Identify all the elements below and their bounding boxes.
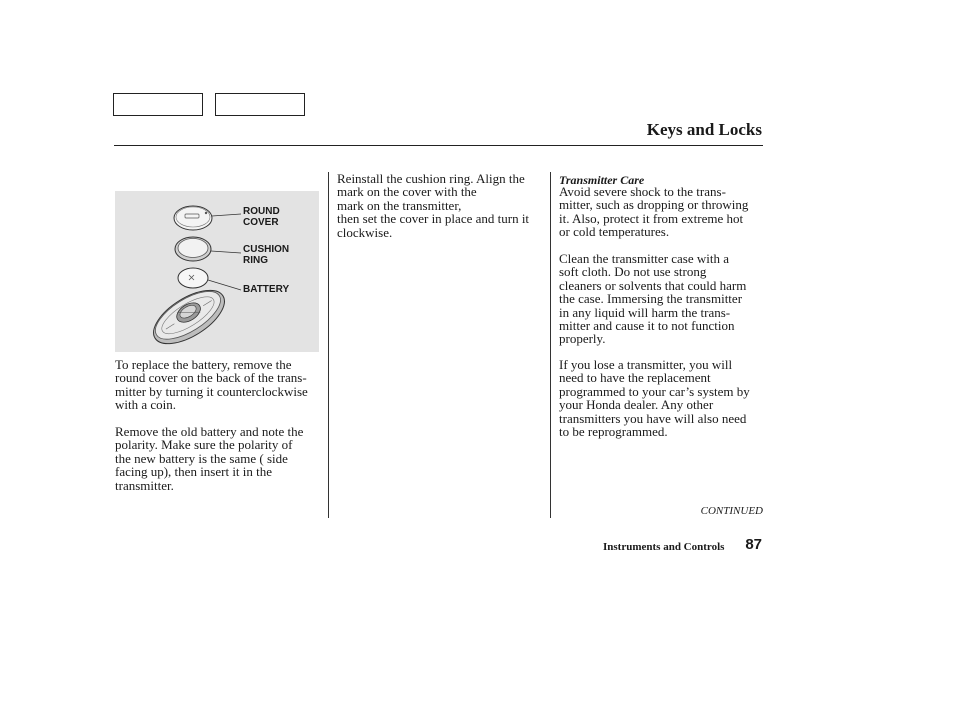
footer-section-name: Instruments and Controls [603, 541, 725, 553]
cushion-ring-label: CUSHION RING [243, 244, 290, 266]
transmitter-body-drawing [145, 280, 233, 352]
leader-lines [208, 214, 241, 290]
cushion-ring-paragraph: Reinstall the cushion ring. Align the mark on the cover with the mark on the transmitter, then set the cover in place and turn it clockwise. [337, 171, 530, 240]
cleaning-paragraph: Clean the transmitter case with a soft cloth. Do not use strong cleaners or solvents that could harm the case. Immersing the transmitter in any liquid will harm the trans- mitter and cause it to not function properly. [559, 251, 747, 347]
page-title: Keys and Locks [646, 120, 762, 139]
round-cover-label: ROUND COVER [243, 206, 280, 228]
column-divider [328, 172, 329, 518]
battery-polarity-paragraph: Remove the old battery and note the polarity. Make sure the polarity of the new battery is the same ( side facing up), then insert it in the transmitter. [115, 424, 304, 493]
transmitter-exploded-illustration [115, 191, 319, 352]
continued-marker: CONTINUED [700, 505, 763, 517]
battery-replacement-figure [115, 191, 319, 352]
battery-removal-paragraph: To replace the battery, remove the round cover on the back of the trans- mitter by turning it counterclockwise with a coin. [115, 357, 308, 413]
transmitter-care-heading: Transmitter Care [559, 173, 645, 187]
page-number: 87 [745, 536, 762, 553]
title-rule [114, 145, 763, 146]
round-cover-drawing [174, 206, 212, 230]
battery-label: BATTERY [243, 284, 290, 295]
nav-tab-box [215, 93, 305, 116]
cushion-ring-drawing [175, 237, 211, 261]
column-divider [550, 172, 551, 518]
battery-drawing [178, 268, 208, 288]
avoid-shock-paragraph: Avoid severe shock to the trans- mitter, such as dropping or throwing it. Also, protect it from extreme hot or cold temperatures. [559, 184, 749, 240]
nav-tab-box [113, 93, 203, 116]
lost-transmitter-paragraph: If you lose a transmitter, you will need to have the replacement programmed to your car’s system by your Honda dealer. Any other transmitters you have will also need to be reprogrammed. [559, 357, 750, 440]
